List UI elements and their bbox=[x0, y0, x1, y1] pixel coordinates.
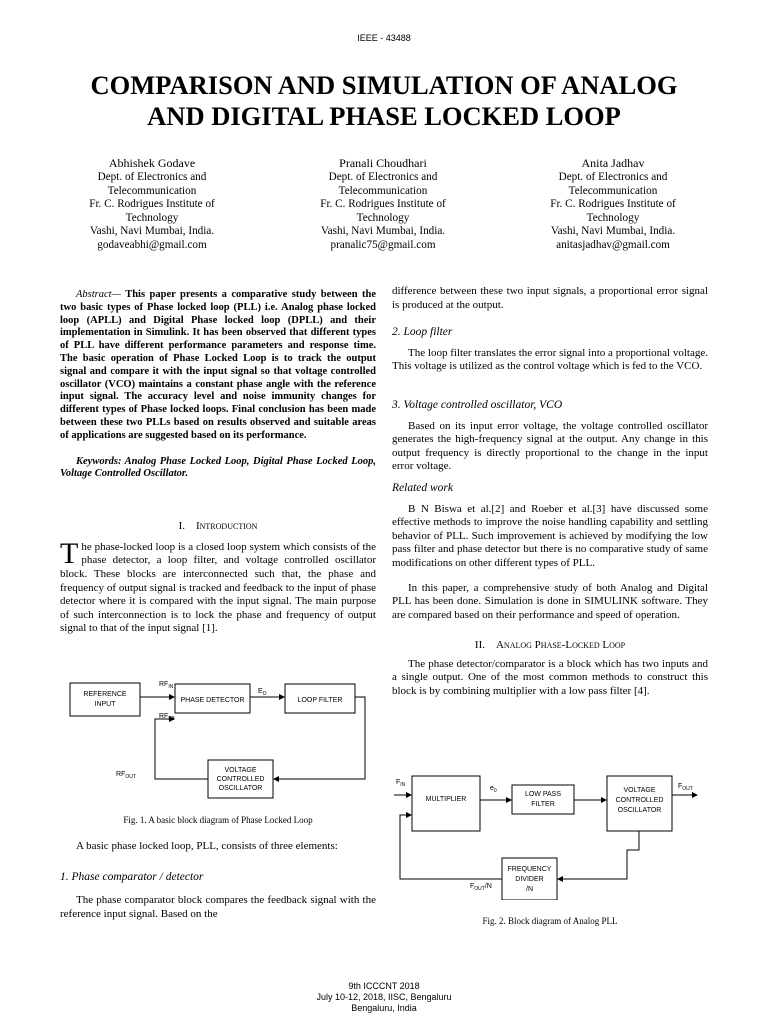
divider-label: /N bbox=[526, 886, 533, 893]
reference-input-block bbox=[70, 683, 140, 716]
figure-2-diagram bbox=[392, 770, 708, 900]
author-block-2 bbox=[283, 155, 483, 252]
divider-label: FREQUENCY bbox=[507, 866, 552, 873]
subsection-loop-filter: 2. Loop filter bbox=[392, 326, 453, 339]
right-column bbox=[392, 285, 708, 699]
footer-line: Bengaluru, India bbox=[351, 1003, 417, 1013]
author-inst: Technology bbox=[356, 211, 410, 224]
author-dept: Dept. of Electronics and bbox=[558, 171, 668, 183]
author-name: Anita Jadhav bbox=[581, 156, 645, 170]
phase-comparator-paragraph: The phase comparator block compares the feedback signal with the reference input signal. Based on the bbox=[60, 894, 376, 920]
figure-2-caption: Fig. 2. Block diagram of Analog PLL bbox=[482, 916, 618, 926]
conference-id: IEEE - 43488 bbox=[357, 33, 411, 43]
drop-cap: T bbox=[60, 536, 79, 570]
left-column-lower bbox=[60, 840, 376, 921]
abstract-text: This paper presents a comparative study between the two basic types of Phase locked loop (PLL) i.e. Analog phase locked loop (APLL) and Digital Phase locked loop (DPLL) and their implementation in Simulink. It has been observed that different types of PLL have different performance parameters and response time. The basic operation of Phase Locked Loop is to track the output signal and compare it with the input signal so that voltage controlled oscillator (VCO) maintains a constant phase angle with the reference input signal. The accuracy level and noise immunity changes for different types of Phase locked loops. Final conclusion has been made between these two PLLs based on results observed and suitable areas of applications are suggested based on its performance. bbox=[60, 289, 376, 441]
section-heading-introduction bbox=[60, 520, 376, 534]
fout-label: $F_{OUT}$ bbox=[678, 783, 693, 792]
vco-label: CONTROLLED bbox=[216, 776, 265, 783]
loop-filter-paragraph: The loop filter translates the error signal into a proportional voltage. This voltage is utilized as the control voltage which is fed to the VCO. bbox=[392, 346, 708, 373]
related-work-paragraph: B N Biswa et al.[2] and Roeber et al.[3] have discussed some effective methods to improve the noise handling capability and settling behavior of PLL. Such improvement is achieved by modifying the low pass filter and phase detector but there is no comparative study of same modifications on other different types of PLL. bbox=[392, 502, 708, 569]
footer-line: July 10-12, 2018, IISC, Bengaluru bbox=[316, 992, 452, 1002]
author-dept: Dept. of Electronics and bbox=[328, 171, 438, 183]
multiplier-block bbox=[412, 776, 480, 831]
analog-pll-paragraph: The phase detector/comparator is a block which has two inputs and a single output. One of the most common methods to construct this block is by combining multiplier with a low pass filter [4]. bbox=[392, 657, 708, 698]
section-title: Analog Phase-Locked Loop bbox=[495, 639, 626, 652]
subsection-phase-comparator: 1. Phase comparator / detector bbox=[60, 870, 204, 883]
author-dept: Telecommunication bbox=[338, 184, 428, 197]
vco-label: OSCILLATOR bbox=[218, 785, 263, 792]
author-inst: Fr. C. Rodrigues Institute of bbox=[550, 198, 676, 210]
arrow-vco-to-divider bbox=[558, 831, 639, 879]
section-number: I. bbox=[178, 520, 185, 533]
author-email[interactable]: anitasjadhav@gmail.com bbox=[556, 238, 670, 251]
arrow-feedback bbox=[155, 719, 208, 779]
author-email[interactable]: pranalic75@gmail.com bbox=[330, 238, 436, 251]
multiplier-label: MULTIPLIER bbox=[425, 796, 467, 803]
vco-label: VOLTAGE bbox=[623, 787, 656, 794]
author-inst: Technology bbox=[125, 211, 179, 224]
phase-comparator-continued: difference between these two input signals, a proportional error signal is produced at the output. bbox=[392, 285, 708, 311]
low-pass-filter-block bbox=[512, 785, 574, 814]
title-line-2: AND DIGITAL PHASE LOCKED LOOP bbox=[147, 101, 621, 131]
e0-label: $e_0$ bbox=[490, 785, 497, 794]
lpf-label: FILTER bbox=[531, 801, 555, 808]
vco-label: CONTROLLED bbox=[615, 797, 664, 804]
author-dept: Dept. of Electronics and bbox=[97, 171, 207, 183]
rf-out-label: $RF_{OUT}$ bbox=[116, 771, 136, 780]
rf-fb-label: $RF_{FB}$ bbox=[159, 713, 175, 722]
phase-detector-label: PHASE DETECTOR bbox=[180, 697, 245, 704]
loop-filter-label: LOOP FILTER bbox=[297, 697, 343, 704]
subsection-related-work: Related work bbox=[392, 481, 453, 494]
divider-label: DIVIDER bbox=[515, 876, 544, 883]
section-title: Introduction bbox=[195, 520, 258, 533]
author-inst: Fr. C. Rodrigues Institute of bbox=[320, 198, 446, 210]
abstract-label: Abstract— bbox=[76, 289, 121, 300]
reference-input-label: REFERENCE bbox=[83, 691, 127, 698]
this-paper-paragraph: In this paper, a comprehensive study of both Analog and Digital PLL has been done. Simulation is done in SIMULINK software. They are compared based on their performance and speed of operation. bbox=[392, 581, 708, 621]
fin-label: $F_{IN}$ bbox=[396, 779, 406, 788]
rf-in-label: $RF_{IN}$ bbox=[159, 681, 174, 690]
abstract bbox=[60, 289, 376, 443]
section-number: II. bbox=[474, 639, 485, 652]
figure-1-diagram bbox=[60, 675, 376, 805]
intro-text: he phase-locked loop is a closed loop system which consists of the phase detector, a loop filter, and voltage controlled oscillator block. These blocks are interconnected such that, the phase and frequency of output signal is tracked and feedback to the input of phase detector where it is compared with the input signal. The main purpose of such interconnection is to lock the phase and frequency of output signal to that of the input signal [1]. bbox=[60, 540, 376, 635]
figure-1-caption: Fig. 1. A basic block diagram of Phase Locked Loop bbox=[123, 815, 313, 825]
keywords: Keywords: Analog Phase Locked Loop, Digital Phase Locked Loop, Voltage Controlled Oscillator. bbox=[60, 455, 376, 480]
author-dept: Telecommunication bbox=[107, 184, 197, 197]
intro-paragraph bbox=[60, 536, 376, 636]
author-email[interactable]: godaveabhi@gmail.com bbox=[97, 238, 207, 251]
author-block-3 bbox=[513, 155, 713, 252]
footer bbox=[0, 981, 768, 1014]
fout-n-label: $F_{OUT}/N$ bbox=[470, 883, 492, 892]
vco-label: OSCILLATOR bbox=[617, 807, 662, 814]
eo-label: $E_O$ bbox=[258, 688, 267, 697]
author-name: Abhishek Godave bbox=[108, 156, 196, 170]
author-address: Vashi, Navi Mumbai, India. bbox=[320, 225, 446, 237]
author-address: Vashi, Navi Mumbai, India. bbox=[550, 225, 676, 237]
author-address: Vashi, Navi Mumbai, India. bbox=[89, 225, 215, 237]
footer-line: 9th ICCCNT 2018 bbox=[348, 981, 420, 991]
basic-pll-paragraph: A basic phase locked loop, PLL, consists of three elements: bbox=[76, 840, 338, 852]
subsection-vco: 3. Voltage controlled oscillator, VCO bbox=[392, 398, 563, 411]
author-name: Pranali Choudhari bbox=[339, 156, 427, 170]
vco-label: VOLTAGE bbox=[224, 767, 257, 774]
author-block-1 bbox=[52, 155, 252, 252]
paper-title bbox=[40, 70, 728, 132]
author-inst: Fr. C. Rodrigues Institute of bbox=[89, 198, 215, 210]
reference-input-label: INPUT bbox=[94, 701, 116, 708]
section-heading-analog-pll bbox=[392, 639, 708, 653]
left-column bbox=[60, 289, 376, 636]
lpf-label: LOW PASS bbox=[524, 791, 562, 798]
vco-paragraph: Based on its input error voltage, the voltage controlled oscillator generates the high-frequency signal at the output. Any change in this output frequency is directly proportional to the change in the input error voltage. bbox=[392, 419, 708, 473]
title-line-1: COMPARISON AND SIMULATION OF ANALOG bbox=[90, 70, 678, 100]
author-dept: Telecommunication bbox=[568, 184, 658, 197]
author-inst: Technology bbox=[586, 211, 640, 224]
